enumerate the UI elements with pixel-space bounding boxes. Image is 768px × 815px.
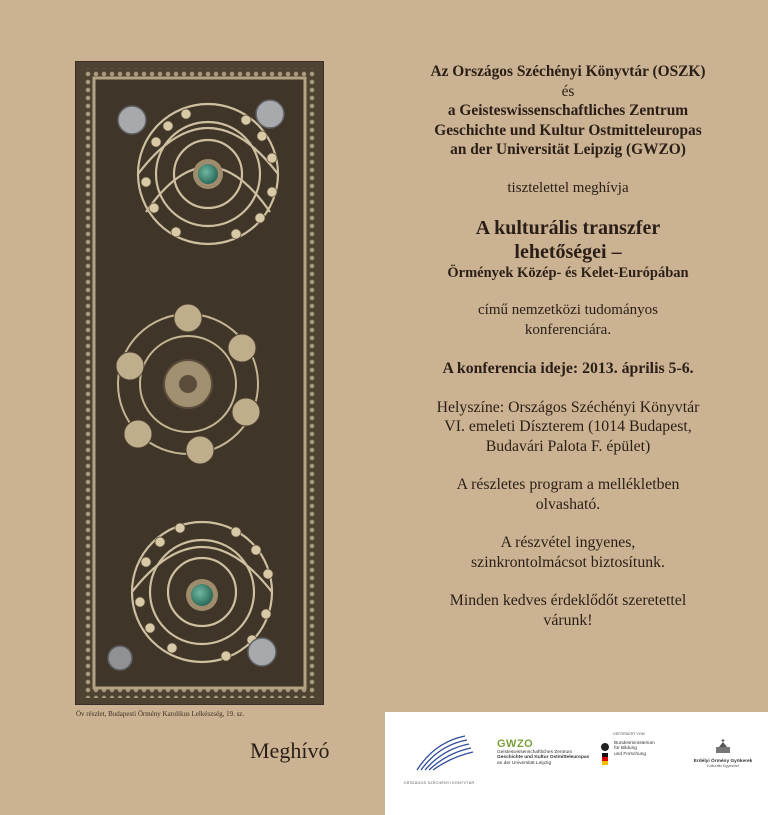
gwzo-mark: GWZO xyxy=(497,738,534,750)
conference-title-line: A kulturális transzfer xyxy=(475,217,661,239)
conference-type-line: konferenciára. xyxy=(524,321,612,338)
organizer-line: Geschichte und Kultur Ostmitteleuropas xyxy=(434,121,702,139)
organizer-line: Az Országos Széchényi Könyvtár (OSZK) xyxy=(430,63,706,80)
filigree-belt-photo xyxy=(76,62,323,704)
bmbf-text-line: für Bildung xyxy=(614,746,637,752)
oszk-logo xyxy=(399,732,479,788)
armenian-association-logo xyxy=(683,738,763,768)
gwzo-text-line: Geisteswissenschaftliches Zentrum xyxy=(497,750,573,755)
footer-title: Meghívó xyxy=(250,738,330,763)
bmbf-logo xyxy=(599,732,679,767)
venue-line: VI. emeleti Díszterem (1014 Budapest, xyxy=(444,418,692,435)
gwzo-text-line: Geschichte und Kultur Ostmitteleuropas xyxy=(497,755,590,761)
venue-line: Helyszíne: Országos Széchényi Könyvtár xyxy=(436,398,700,416)
organizers xyxy=(392,62,744,160)
greeting: tisztelettel meghívja xyxy=(507,179,629,196)
conference-type-line: című nemzetközi tudományos xyxy=(478,302,658,318)
bmbf-small-text: GEFÖRDERT VOM xyxy=(613,732,645,736)
free-entry-line: szinkrontolmácsot biztosítunk. xyxy=(471,553,665,571)
conference-subtitle: Örmények Közép- és Kelet-Európában xyxy=(447,265,689,281)
invitation-text xyxy=(392,62,744,630)
program-line: A részletes program a mellékletben xyxy=(456,476,680,493)
conference-date: A konferencia ideje: 2013. április 5-6. xyxy=(442,360,694,377)
welcome-line: Minden kedves érdeklődőt szeretettel xyxy=(449,592,687,609)
oszk-swoosh-icon xyxy=(399,732,479,772)
organizer-line: és xyxy=(561,82,575,100)
organizer-line: an der Universität Leipzig (GWZO) xyxy=(450,141,686,158)
church-icon xyxy=(713,738,733,754)
gwzo-logo xyxy=(497,738,592,766)
bmbf-text-line: Bundesministerium xyxy=(614,741,655,746)
oszk-logo-text: ORSZÁGOS SZÉCHÉNYI KÖNYVTÁR xyxy=(403,781,475,785)
sponsor-logos xyxy=(385,712,768,815)
gwzo-text-line: an der Universität Leipzig xyxy=(497,760,552,766)
armenian-text-line: Erdélyi Örmény Gyökerek xyxy=(693,759,753,764)
free-entry-line: A részvétel ingyenes, xyxy=(500,534,636,551)
welcome-line: várunk! xyxy=(543,611,593,629)
photo-caption: Öv részlet, Budapesti Örmény Katolikus Lelkészség, 19. sz. xyxy=(76,710,245,718)
armenian-text-line: Kulturális Egyesület xyxy=(707,764,739,769)
venue-line: Budavári Palota F. épület) xyxy=(485,437,651,455)
program-line: olvasható. xyxy=(535,495,601,513)
conference-title-line: lehetőségei – xyxy=(514,240,622,263)
organizer-line: a Geisteswissenschaftliches Zentrum xyxy=(447,102,689,119)
bmbf-text-line: und Forschung xyxy=(614,751,646,757)
german-eagle-flag-icon xyxy=(599,741,611,767)
